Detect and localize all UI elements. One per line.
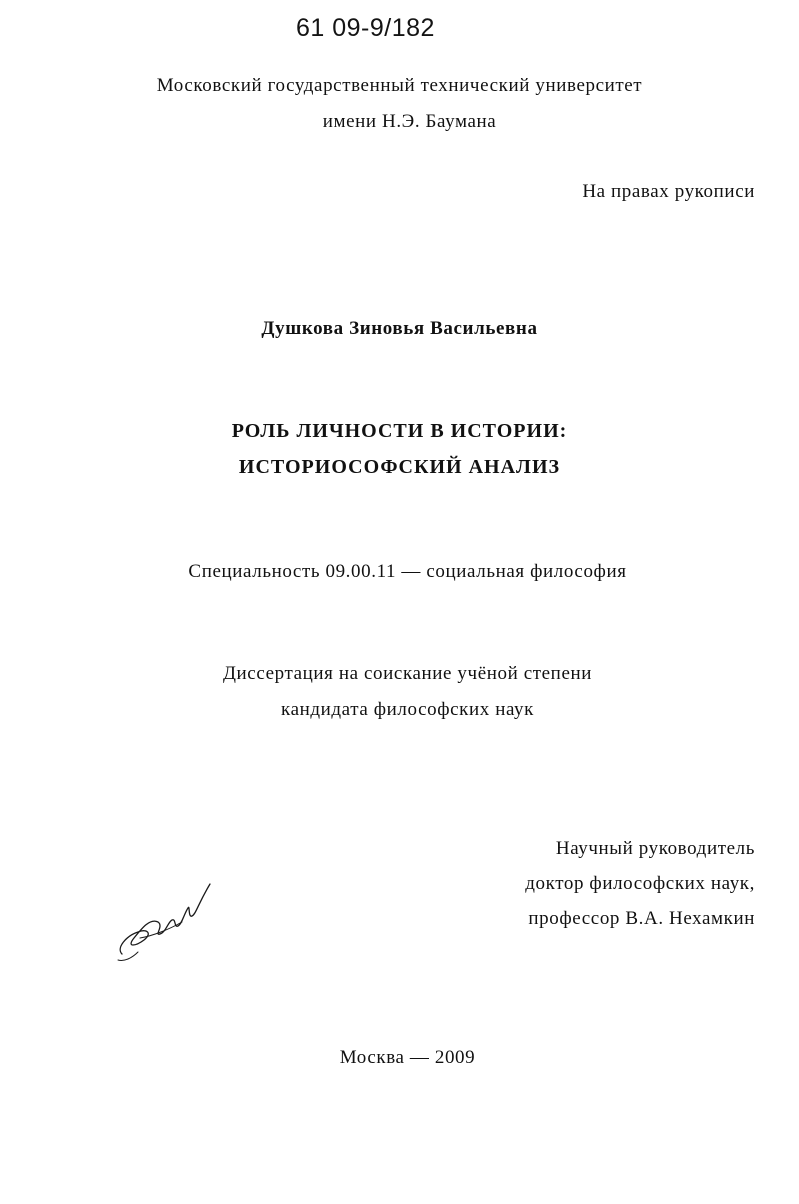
supervisor-line-3: профессор В.А. Нехамкин	[528, 908, 755, 929]
degree-line-1: Диссертация на соискание учёной степени	[222, 663, 593, 684]
rights-note: На правах рукописи	[582, 181, 755, 202]
handwritten-signature	[112, 878, 222, 968]
archive-stamp: 61 09-9/182	[296, 14, 435, 42]
author-name: Душкова Зиновья Васильевна	[261, 318, 538, 339]
city-year: Москва — 2009	[339, 1047, 476, 1068]
degree-line-2: кандидата философских наук	[281, 699, 534, 720]
university-line-2: имени Н.Э. Баумана	[322, 111, 497, 132]
title-line-1: РОЛЬ ЛИЧНОСТИ В ИСТОРИИ:	[231, 420, 568, 442]
university-line-1: Московский государственный технический университет	[156, 75, 643, 96]
supervisor-line-1: Научный руководитель	[555, 838, 755, 859]
title-line-2: ИСТОРИОСОФСКИЙ АНАЛИЗ	[238, 456, 561, 478]
specialty: Специальность 09.00.11 — социальная философия	[188, 561, 627, 582]
supervisor-line-2: доктор философских наук,	[525, 873, 755, 894]
